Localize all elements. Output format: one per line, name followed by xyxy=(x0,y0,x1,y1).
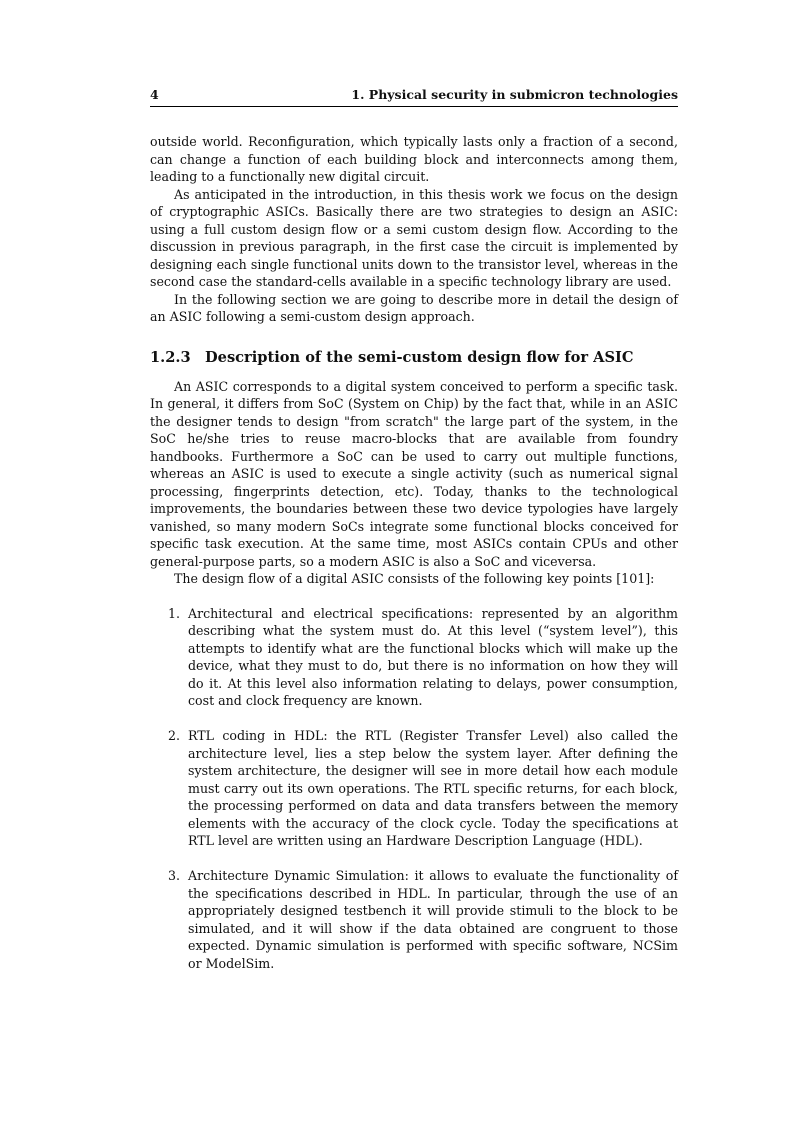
body-text xyxy=(150,133,678,972)
list-item-number: 3. xyxy=(168,868,181,883)
paragraph: The design flow of a digital ASIC consists of the following key points [101]: xyxy=(174,571,655,586)
list-item-text: RTL coding in HDL: the RTL (Register Transfer Level) also called the architecture level, lies a step below the system layer. After defining the system architecture, the designer will see in more detail how each module must carry out its own operations. The RTL specific returns, for each block, the processing performed on data and data transfers between the memory elements with the accuracy of the clock cycle. Today the specifications at RTL level are written using an Hardware Description Language (HDL). xyxy=(188,728,678,848)
list-item xyxy=(150,605,678,710)
paragraph: In the following section we are going to describe more in detail the design of an ASIC following a semi-custom design approach. xyxy=(150,291,678,324)
document-page xyxy=(150,86,678,1086)
list-item xyxy=(150,867,678,972)
list-item-text: Architectural and electrical specifications: represented by an algorithm describing what the system must do. At this level (“system level”), this attempts to identify what are the functional blocks which will make up the device, what they must to do, but there is no information on how they will do it. At this level also information relating to delays, power consumption, cost and clock frequency are known. xyxy=(188,605,678,708)
paragraph: As anticipated in the introduction, in this thesis work we focus on the design of cryptographic ASICs. Basically there are two strategies to design an ASIC: using a full custom design flow or a semi custom design flow. According to the discussion in previous paragraph, in the first case the circuit is implemented by designing each single functional units down to the transistor level, whereas in the second case the standard-cells available in a specific technology library are used. xyxy=(150,186,678,289)
list-item-number: 2. xyxy=(168,728,181,743)
list-item xyxy=(150,727,678,850)
list-item-number: 1. xyxy=(168,605,181,621)
list-item-text: Architecture Dynamic Simulation: it allows to evaluate the functionality of the specifications described in HDL. In particular, through the use of an appropriately designed testbench it will provide stimuli to the block to be simulated, and it will show if the data obtained are congruent to those expected. Dynamic simulation is performed with specific software, NCSim or ModelSim. xyxy=(188,868,678,971)
page-number: 4 xyxy=(150,87,159,102)
section-title: Description of the semi-custom design flow for ASIC xyxy=(205,348,634,366)
chapter-title: 1. Physical security in submicron technologies xyxy=(351,87,678,102)
key-points-list xyxy=(150,605,678,973)
paragraph-continuation: outside world. Reconfiguration, which typically lasts only a fraction of a second, can change a function of each building block and interconnects among them, leading to a functionally new digital circuit. xyxy=(150,134,678,184)
section-number: 1.2.3 xyxy=(150,348,191,366)
running-header xyxy=(150,86,678,107)
section-heading xyxy=(150,348,678,368)
paragraph: An ASIC corresponds to a digital system conceived to perform a specific task. In general, it differs from SoC (System on Chip) by the fact that, while in an ASIC the designer tends to design "from scratch" the large part of the system, in the SoC he/she tries to reuse macro-blocks that are available from foundry handbooks. Furthermore a SoC can be used to carry out multiple functions, whereas an ASIC is used to execute a single activity (such as numerical signal processing, fingerprints detection, etc). Today, thanks to the technological improvements, the boundaries between these two device typologies have largely vanished, so many modern SoCs integrate some functional blocks conceived for specific task execution. At the same time, most ASICs contain CPUs and other general-purpose parts, so a modern ASIC is also a SoC and viceversa. xyxy=(150,378,678,569)
